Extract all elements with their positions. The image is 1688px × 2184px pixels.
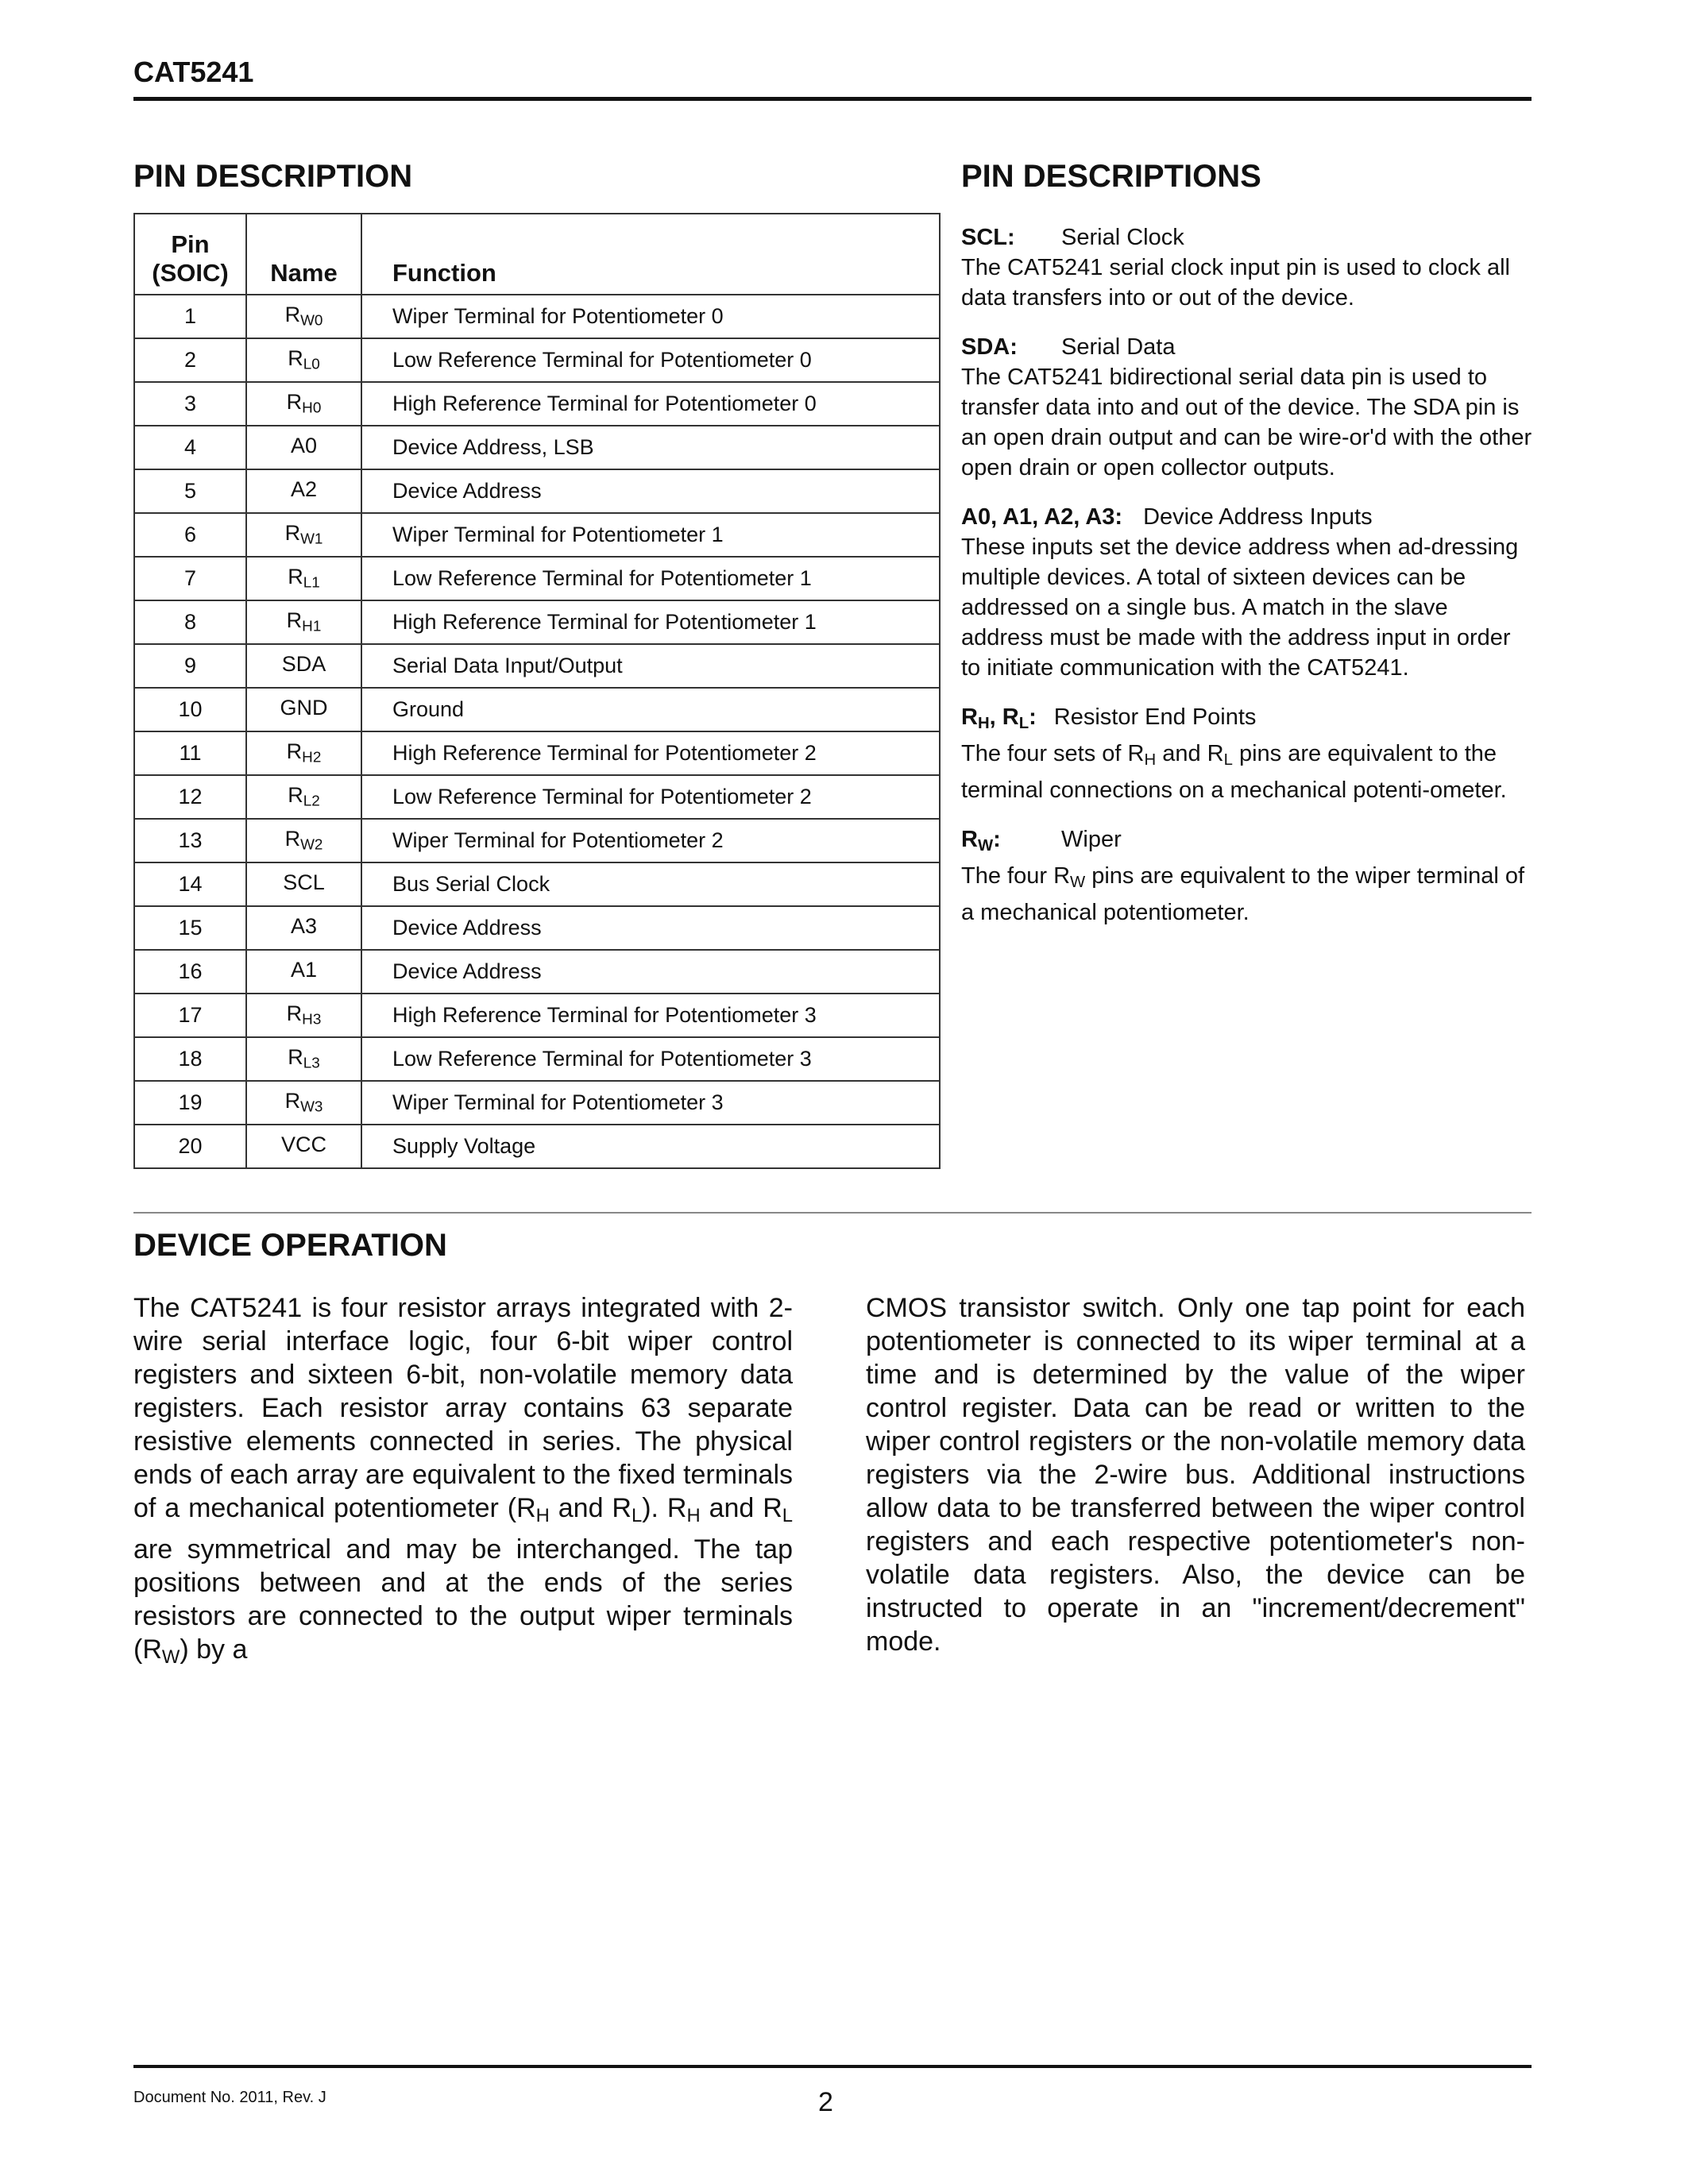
- pin-function: Serial Data Input/Output: [361, 644, 940, 688]
- pin-row: [134, 950, 940, 994]
- desc-rhrl-text: [961, 739, 1533, 805]
- pin-number: 7: [134, 557, 246, 600]
- pin-name: [246, 338, 361, 382]
- desc-address-head: [961, 502, 1533, 532]
- label-sub-l: L: [1018, 715, 1029, 733]
- pin-name-sub: W1: [300, 531, 323, 548]
- pin-name-base: R: [284, 303, 301, 327]
- text-r: R: [1127, 741, 1145, 767]
- desc-rw-label: [961, 824, 1061, 861]
- desc-rhrl-heading: Resistor End Points: [1053, 704, 1257, 730]
- pin-function: Wiper Terminal for Potentiometer 2: [361, 819, 940, 862]
- label-r: R: [961, 827, 978, 853]
- desc-rhrl: [961, 702, 1533, 805]
- desc-sda: [961, 332, 1533, 483]
- pin-name: [246, 295, 361, 338]
- pin-row: [134, 1125, 940, 1168]
- pin-number: 17: [134, 994, 246, 1037]
- pin-row: [134, 426, 940, 469]
- header-function: Function: [361, 214, 940, 295]
- header-pin-line1: Pin: [171, 230, 210, 258]
- text-r: R: [516, 1493, 536, 1523]
- pin-name: [246, 426, 361, 469]
- pin-number: 12: [134, 775, 246, 819]
- pin-row: [134, 731, 940, 775]
- pin-name-base: GND: [280, 696, 328, 720]
- text-sub: L: [782, 1504, 794, 1526]
- pin-name-base: A1: [290, 958, 318, 982]
- desc-sda-heading: Serial Data: [1061, 334, 1176, 360]
- pin-row: [134, 1081, 940, 1125]
- pin-function: High Reference Terminal for Potentiometer 1: [361, 600, 940, 644]
- document-header-title: CAT5241: [133, 56, 254, 88]
- pin-name-sub: W3: [300, 1098, 323, 1116]
- pin-name-base: R: [284, 827, 301, 851]
- pin-name-base: R: [286, 608, 303, 633]
- pin-name: [246, 644, 361, 688]
- pin-name: [246, 819, 361, 862]
- pin-row: [134, 557, 940, 600]
- pin-name-base: R: [286, 390, 303, 415]
- pin-row: [134, 338, 940, 382]
- text-run: pins are equivalent to the terminal connections on a mechanical potenti-ometer.: [961, 741, 1507, 804]
- pin-row: [134, 295, 940, 338]
- device-operation-left-column: [133, 1291, 793, 1674]
- pin-number: 2: [134, 338, 246, 382]
- pin-name: [246, 382, 361, 426]
- pin-function: Bus Serial Clock: [361, 862, 940, 906]
- text-run: The four: [961, 863, 1054, 889]
- label-sub-h: H: [977, 715, 990, 733]
- pin-number: 10: [134, 688, 246, 731]
- page-number: 2: [818, 2087, 833, 2117]
- pin-name: [246, 469, 361, 513]
- text-r: R: [1053, 863, 1071, 889]
- text-run: The four sets of: [961, 741, 1128, 767]
- pin-function: Low Reference Terminal for Potentiometer 1: [361, 557, 940, 600]
- footer-rule: [133, 2065, 1532, 2068]
- desc-rw-head: [961, 824, 1533, 861]
- label-r: R: [1002, 704, 1019, 730]
- pin-row: [134, 382, 940, 426]
- desc-address: [961, 502, 1533, 683]
- pin-function: High Reference Terminal for Potentiometer 0: [361, 382, 940, 426]
- pin-row: [134, 688, 940, 731]
- pin-row: [134, 1037, 940, 1081]
- text-run: The CAT5241 is four resistor arrays integrated with 2-wire serial interface logic, four 6-bit wiper control registers and sixteen 6-bit, non-volatile memory data registers. Each resistor array contains 63 separate resistive elements connected in series. The physical ends of each array are equivalent to the fixed terminals of a mechanical potentiometer (: [133, 1293, 793, 1523]
- text-r: R: [666, 1493, 687, 1523]
- pin-name-base: R: [288, 1045, 303, 1070]
- pin-name-sub: H0: [302, 399, 322, 417]
- pin-descriptions: [961, 222, 1533, 947]
- pin-name: [246, 513, 361, 557]
- pin-function: High Reference Terminal for Potentiometer 2: [361, 731, 940, 775]
- pin-number: 6: [134, 513, 246, 557]
- label-colon: :: [1029, 704, 1037, 730]
- text-run: and: [1156, 741, 1207, 767]
- text-sub: L: [1223, 751, 1233, 770]
- text-sub: W: [161, 1646, 180, 1668]
- pin-name: [246, 906, 361, 950]
- desc-scl-heading: Serial Clock: [1061, 225, 1184, 250]
- pin-number: 3: [134, 382, 246, 426]
- pin-row: [134, 862, 940, 906]
- label-colon: :: [993, 827, 1001, 853]
- header-rule: [133, 97, 1532, 101]
- pin-name-base: R: [288, 783, 303, 808]
- pin-number: 4: [134, 426, 246, 469]
- pin-name-base: A2: [290, 477, 318, 502]
- pin-function: Low Reference Terminal for Potentiometer 3: [361, 1037, 940, 1081]
- document-number: Document No. 2011, Rev. J: [133, 2089, 326, 2106]
- pin-number: 8: [134, 600, 246, 644]
- section-divider: [133, 1212, 1532, 1214]
- desc-sda-text: The CAT5241 bidirectional serial data pin is used to transfer data into and out of the device. The SDA pin is an open drain output and can be wire-or'd with the other open drain or open collector outputs.: [961, 365, 1532, 480]
- pin-name: [246, 1125, 361, 1168]
- desc-rhrl-label: [961, 702, 1037, 739]
- pin-name-base: SCL: [283, 870, 325, 895]
- text-run: pins are equivalent to the wiper terminal of a mechanical potentiometer.: [961, 863, 1525, 926]
- pin-name-sub: H2: [302, 749, 322, 766]
- pin-function: Device Address, LSB: [361, 426, 940, 469]
- desc-scl-head: [961, 222, 1533, 253]
- desc-scl-label: SCL:: [961, 225, 1015, 250]
- text-run: ).: [642, 1493, 667, 1523]
- pin-name: [246, 1037, 361, 1081]
- pin-name-base: R: [284, 521, 301, 546]
- desc-sda-head: [961, 332, 1533, 362]
- text-run: and: [549, 1493, 612, 1523]
- pin-function: Wiper Terminal for Potentiometer 1: [361, 513, 940, 557]
- pin-function: Wiper Terminal for Potentiometer 0: [361, 295, 940, 338]
- pin-name-sub: L2: [303, 793, 320, 810]
- header-pin-line2: (SOIC): [152, 259, 229, 287]
- pin-number: 19: [134, 1081, 246, 1125]
- pin-name: [246, 994, 361, 1037]
- pin-row: [134, 906, 940, 950]
- header-pin: [134, 214, 246, 295]
- header-name: Name: [246, 214, 361, 295]
- pin-function: Supply Voltage: [361, 1125, 940, 1168]
- desc-address-heading: Device Address Inputs: [1143, 504, 1373, 530]
- pin-name-base: R: [284, 1089, 301, 1113]
- pin-function: High Reference Terminal for Potentiometer 3: [361, 994, 940, 1037]
- pin-name: [246, 862, 361, 906]
- text-sub: H: [686, 1504, 701, 1526]
- pin-function: Low Reference Terminal for Potentiometer 0: [361, 338, 940, 382]
- pin-name: [246, 950, 361, 994]
- pin-row: [134, 644, 940, 688]
- pin-name: [246, 1081, 361, 1125]
- pin-table-header: [134, 214, 940, 295]
- pin-name-sub: L0: [303, 356, 320, 373]
- label-sub-w: W: [977, 837, 994, 855]
- pin-name-sub: W2: [300, 836, 323, 854]
- text-run: ) by a: [180, 1634, 248, 1665]
- desc-address-label: A0, A1, A2, A3:: [961, 504, 1123, 530]
- label-r: R: [961, 704, 978, 730]
- pin-row: [134, 600, 940, 644]
- text-r: R: [142, 1634, 162, 1665]
- device-operation-title: DEVICE OPERATION: [133, 1228, 447, 1263]
- pin-name-sub: L1: [303, 574, 320, 592]
- pin-number: 20: [134, 1125, 246, 1168]
- pin-number: 11: [134, 731, 246, 775]
- pin-description-title: PIN DESCRIPTION: [133, 159, 413, 194]
- pin-function: Device Address: [361, 950, 940, 994]
- desc-rw-heading: Wiper: [1061, 827, 1122, 853]
- desc-scl: [961, 222, 1533, 313]
- text-run: and: [700, 1493, 763, 1523]
- desc-sda-label: SDA:: [961, 334, 1018, 360]
- pin-number: 14: [134, 862, 246, 906]
- pin-row: [134, 513, 940, 557]
- text-r: R: [612, 1493, 632, 1523]
- pin-function: Low Reference Terminal for Potentiometer 2: [361, 775, 940, 819]
- pin-number: 1: [134, 295, 246, 338]
- pin-function: Device Address: [361, 906, 940, 950]
- text-sub: H: [535, 1504, 550, 1526]
- pin-number: 5: [134, 469, 246, 513]
- pin-row: [134, 469, 940, 513]
- pin-name: [246, 600, 361, 644]
- desc-rhrl-head: [961, 702, 1533, 739]
- desc-rw-text: [961, 861, 1533, 928]
- pin-name-base: SDA: [281, 652, 326, 677]
- pin-name-sub: H1: [302, 618, 322, 635]
- text-sub: W: [1070, 874, 1086, 892]
- pin-number: 13: [134, 819, 246, 862]
- text-r: R: [1207, 741, 1224, 767]
- pin-name-base: VCC: [280, 1133, 326, 1157]
- pin-row: [134, 819, 940, 862]
- desc-scl-text: The CAT5241 serial clock input pin is used to clock all data transfers into or out of the device.: [961, 255, 1510, 311]
- pin-number: 9: [134, 644, 246, 688]
- pin-number: 18: [134, 1037, 246, 1081]
- pin-name-base: R: [288, 346, 303, 371]
- pin-number: 15: [134, 906, 246, 950]
- pin-name: [246, 731, 361, 775]
- pin-table: [133, 213, 941, 1169]
- pin-name: [246, 775, 361, 819]
- device-operation-right-column: CMOS transistor switch. Only one tap point for each potentiometer is connected to its wiper terminal at a time and is determined by the value of the wiper control register. Data can be read or written to the wiper control registers or the non-volatile memory data registers via the 2-wire bus. Additional instructions allow data to be transferred between the wiper control registers and each respective potentiometer's non-volatile data registers. Also, the device can be instructed to operate in an "increment/decrement" mode.: [866, 1293, 1525, 1657]
- pin-name-sub: L3: [303, 1055, 320, 1072]
- label-sep: ,: [989, 704, 1002, 730]
- pin-name-sub: H3: [302, 1011, 322, 1028]
- pin-name-base: A3: [290, 914, 318, 939]
- text-r: R: [763, 1493, 782, 1523]
- pin-row: [134, 994, 940, 1037]
- pin-function: Wiper Terminal for Potentiometer 3: [361, 1081, 940, 1125]
- desc-rw: [961, 824, 1533, 928]
- pin-function: Ground: [361, 688, 940, 731]
- pin-name: [246, 688, 361, 731]
- text-sub: H: [1144, 751, 1157, 770]
- pin-function: Device Address: [361, 469, 940, 513]
- pin-number: 16: [134, 950, 246, 994]
- pin-name-sub: W0: [300, 312, 323, 330]
- pin-name-base: A0: [290, 434, 318, 458]
- text-run: are symmetrical and may be interchanged. The tap positions between and at the ends of the series resistors are connected to the output wiper terminals (: [133, 1534, 793, 1665]
- pin-name-base: R: [286, 1001, 303, 1026]
- text-sub: L: [631, 1504, 643, 1526]
- desc-address-text: These inputs set the device address when ad-dressing multiple devices. A total of sixteen devices can be addressed on a single bus. A match in the slave address must be made with the address input in order to initiate communication with the CAT5241.: [961, 534, 1519, 681]
- pin-row: [134, 775, 940, 819]
- pin-descriptions-title: PIN DESCRIPTIONS: [961, 159, 1261, 194]
- pin-name-base: R: [288, 565, 303, 589]
- pin-name: [246, 557, 361, 600]
- pin-name-base: R: [286, 739, 303, 764]
